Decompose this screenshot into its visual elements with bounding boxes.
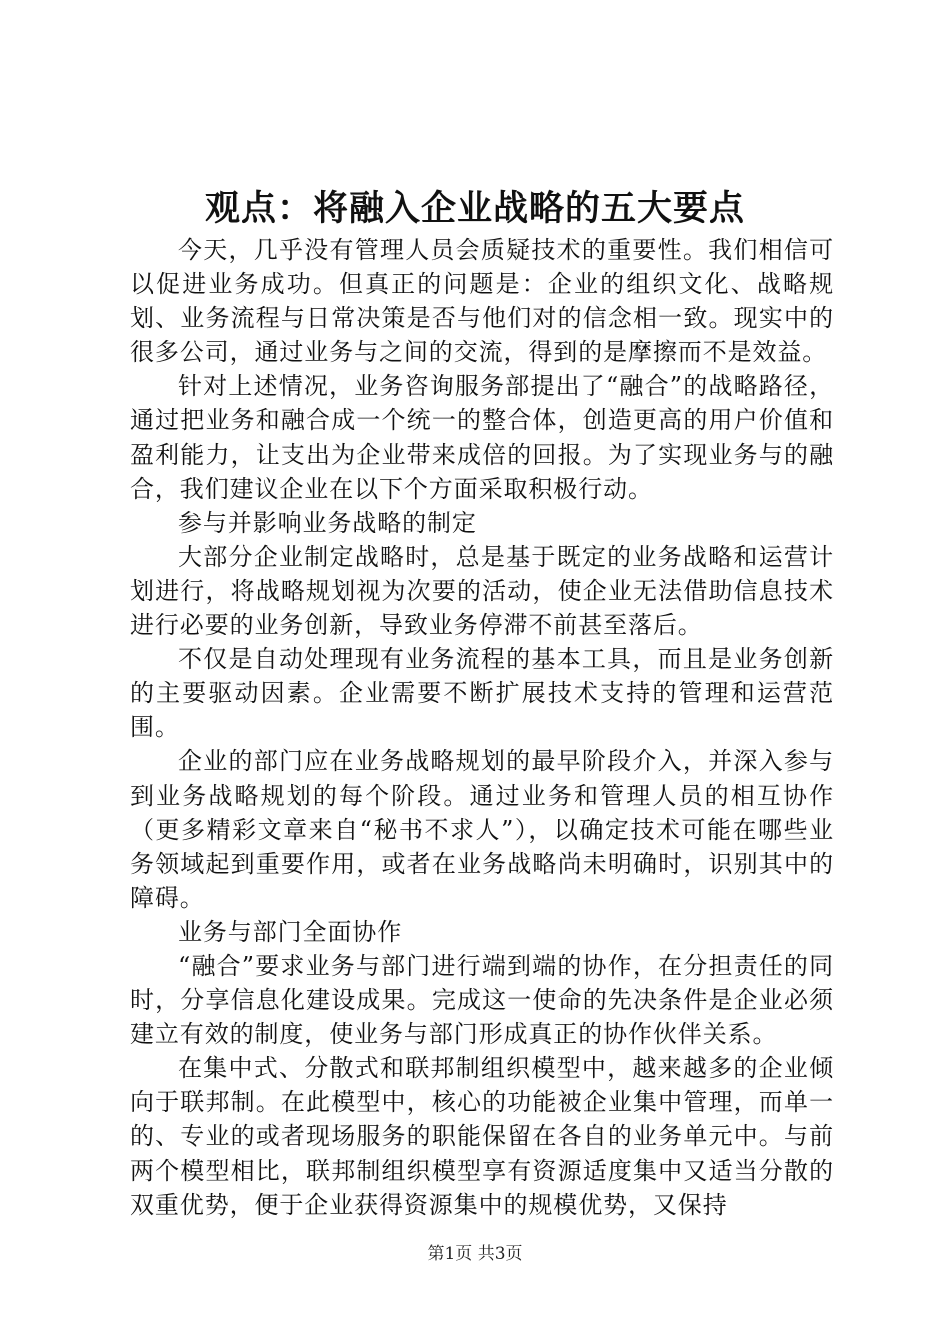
section-heading-strategy: 参与并影响业务战略的制定 [178, 508, 477, 537]
paragraph-innovation-driver: 不仅是自动处理现有业务流程的基本工具，而且是业务创新的主要驱动因素。企业需要不断扩展技术支持的管理和运营范围。 [130, 645, 834, 742]
paragraph-strategy-problem: 大部分企业制定战略时，总是基于既定的业务战略和运营计划进行，将战略规划视为次要的活动，使企业无法借助信息技术进行必要的业务创新，导致业务停滞不前甚至落后。 [130, 542, 834, 640]
paragraph-early-involvement: 企业的部门应在业务战略规划的最早阶段介入，并深入参与到业务战略规划的每个阶段。通过业务和管理人员的相互协作（更多精彩文章来自“秘书不求人”），以确定技术可能在哪些业务领域起到重要作用，或者在业务战略尚未明确时，识别其中的障碍。 [130, 747, 834, 912]
paragraph-federal-model: 在集中式、分散式和联邦制组织模型中，越来越多的企业倾向于联邦制。在此模型中，核心的功能被企业集中管理，而单一的、专业的或者现场服务的职能保留在各自的业务单元中。与前两个模型相比，联邦制组织模型享有资源适度集中又适当分散的双重优势，便于企业获得资源集中的规模优势，又保持 [130, 1054, 834, 1219]
document-title: 观点：将融入企业战略的五大要点 [204, 188, 745, 229]
document-body [130, 233, 834, 1222]
paragraph-approach: 针对上述情况，业务咨询服务部提出了“融合”的战略路径，通过把业务和融合成一个统一的整合体，创造更高的用户价值和盈利能力，让支出为企业带来成倍的回报。为了实现业务与的融合，我们建议企业在以下个方面采取积极行动。 [130, 372, 834, 503]
page-number-footer: 第1页 共3页 [427, 1244, 523, 1264]
paragraph-end-to-end: “融合”要求业务与部门进行端到端的协作，在分担责任的同时，分享信息化建设成果。完成这一使命的先决条件是企业必须建立有效的制度，使业务与部门形成真正的协作伙伴关系。 [130, 951, 834, 1049]
section-heading-collaboration: 业务与部门全面协作 [178, 917, 403, 946]
paragraph-intro: 今天，几乎没有管理人员会质疑技术的重要性。我们相信可以促进业务成功。但真正的问题是：企业的组织文化、战略规划、业务流程与日常决策是否与他们对的信念相一致。现实中的很多公司，通过业务与之间的交流，得到的是摩擦而不是效益。 [130, 236, 834, 367]
